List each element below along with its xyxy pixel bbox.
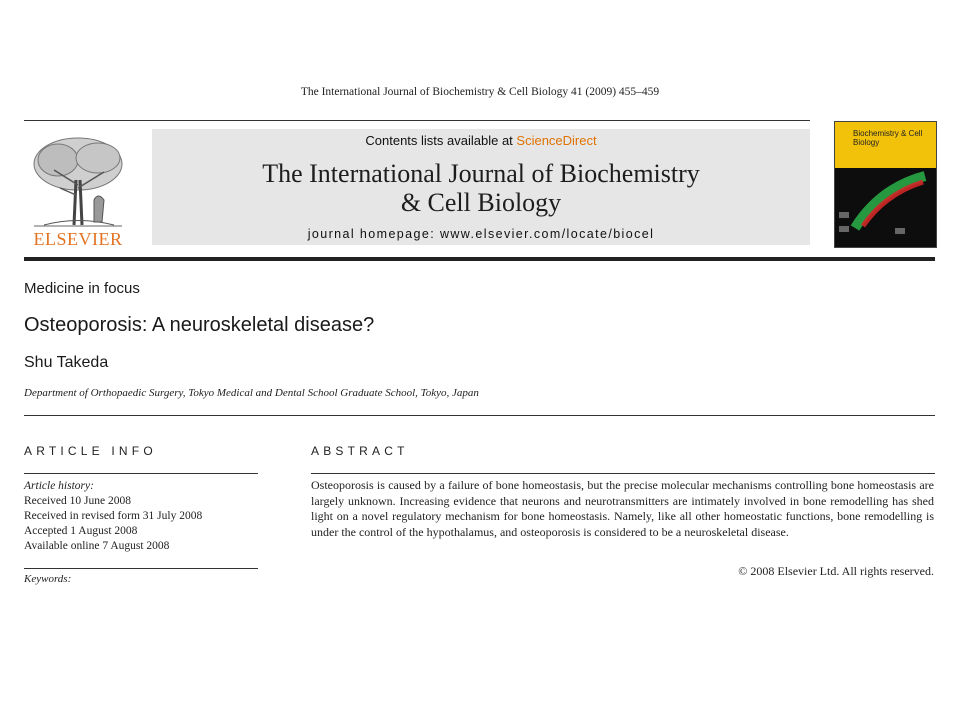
history-online: Available online 7 August 2008 [24, 540, 170, 552]
copyright-notice: © 2008 Elsevier Ltd. All rights reserved. [738, 564, 934, 578]
journal-citation: The International Journal of Biochemistry & Cell Biology 41 (2009) 455–459 [300, 86, 660, 98]
abstract-heading: ABSTRACT [311, 444, 409, 458]
abstract-text: Osteoporosis is caused by a failure of bone homeostasis, but the precise molecular mechanisms controlling bone homeostasis are largely unknown. Increasing evidence that neurons and neurotransmitters are intimately involved in bone remodelling has shed light on a novel regulatory mechanism for bone homeostasis. Namely, like all other homeostatic functions, bone remodelling is under the control of the hypothalamus, and osteoporosis is considered to be a neuroskeletal disease. [311, 478, 934, 539]
contents-prefix: Contents lists available at [365, 133, 517, 148]
keywords-label: Keywords: [24, 573, 72, 585]
history-label: Article history: [24, 480, 94, 492]
contents-available-line [152, 133, 810, 148]
article-history [24, 479, 202, 554]
author-affiliation: Department of Orthopaedic Surgery, Tokyo Medical and Dental School Graduate School, Tokyo, Japan [24, 387, 479, 399]
journal-header-banner [152, 129, 810, 245]
journal-title-line-2: & Cell Biology [400, 188, 562, 217]
journal-title-line-1: The International Journal of Biochemistry [262, 159, 700, 188]
article-section: Medicine in focus [24, 280, 140, 297]
journal-title [152, 159, 810, 217]
abstract-top-rule [311, 473, 935, 474]
history-received: Received 10 June 2008 [24, 495, 131, 507]
journal-cover-image [834, 121, 937, 248]
header-bottom-rule [24, 257, 935, 261]
elsevier-logo-text: ELSEVIER [33, 229, 123, 249]
cover-title: Biochemistry & Cell Biology [853, 129, 923, 147]
history-accepted: Accepted 1 August 2008 [24, 525, 138, 537]
article-divider [24, 415, 935, 416]
header-top-rule [24, 120, 810, 121]
article-author[interactable]: Shu Takeda [24, 354, 109, 371]
article-info-top-rule [24, 473, 258, 474]
article-title: Osteoporosis: A neuroskeletal disease? [24, 314, 375, 336]
journal-homepage-link[interactable]: journal homepage: www.elsevier.com/locate/biocel [307, 227, 655, 241]
sciencedirect-link[interactable]: ScienceDirect [516, 133, 597, 148]
article-info-heading: ARTICLE INFO [24, 444, 157, 458]
cover-micrograph [835, 168, 936, 247]
keywords-top-rule [24, 568, 258, 569]
history-revised: Received in revised form 31 July 2008 [24, 510, 203, 522]
